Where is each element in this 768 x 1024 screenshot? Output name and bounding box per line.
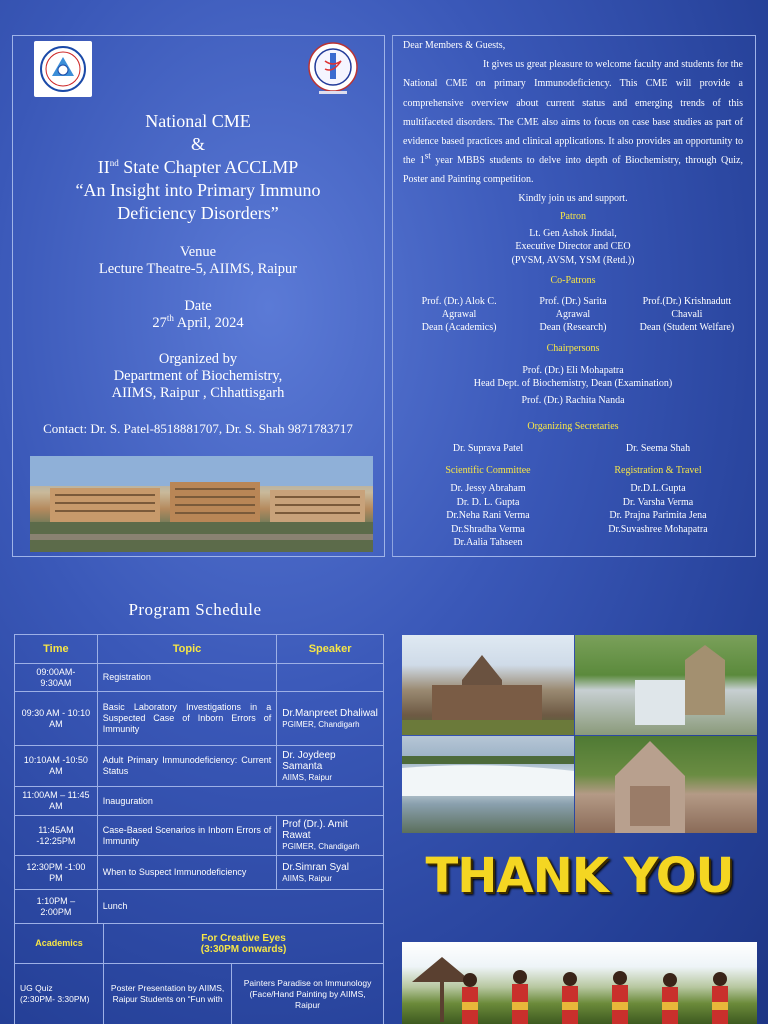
copatron-2: Prof. (Dr.) Sarita Agrawal Dean (Research) bbox=[539, 296, 607, 334]
venue-text: Lecture Theatre-5, AIIMS, Raipur bbox=[98, 261, 298, 277]
organized-label: Organized by bbox=[158, 351, 238, 367]
acclmp-logo bbox=[34, 41, 92, 97]
copatrons-list bbox=[403, 295, 743, 334]
ug-quiz-cell: UG Quiz (2:30PM- 3:30PM) bbox=[15, 964, 104, 1024]
date-label: Date bbox=[184, 298, 212, 314]
scientific-committee-label: Scientific Committee bbox=[445, 465, 531, 477]
copatrons-label: Co-Patrons bbox=[550, 275, 596, 287]
title-line-4: “An Insight into Primary Immuno bbox=[75, 180, 321, 200]
sci-member: Dr. D. L. Gupta bbox=[456, 496, 520, 508]
cme-title bbox=[20, 110, 376, 225]
title-line-3: IInd State Chapter ACCLMP bbox=[97, 157, 299, 177]
patron-label: Patron bbox=[559, 210, 587, 222]
org-secretaries-label: Organizing Secretaries bbox=[527, 421, 619, 433]
chairpersons-label: Chairpersons bbox=[546, 343, 600, 355]
table-row: 09:30 AM - 10:10 AM Basic Laboratory Investigations in a Suspected Case of Inborn Errors of Immunity Dr.Manpreet Dhaliwal PGIMER, Chandigarh bbox=[15, 692, 384, 746]
chairperson-1: Prof. (Dr.) Eli Mohapatra bbox=[522, 365, 624, 377]
table-row: 09:00AM- 9:30AM Registration bbox=[15, 664, 384, 692]
title-line-2: & bbox=[190, 134, 205, 154]
table-row: 11:45AM -12:25PM Case-Based Scenarios in Inborn Errors of Immunity Prof (Dr.). Amit Rawat PGIMER, Chandigarh bbox=[15, 816, 384, 856]
campus-photo bbox=[30, 456, 373, 552]
title-line-1: National CME bbox=[145, 111, 251, 131]
schedule-table bbox=[14, 634, 384, 924]
table-row: 10:10AM -10:50 AM Adult Primary Immunodeficiency: Current Status Dr. Joydeep Samanta AIIMS, Raipur bbox=[15, 746, 384, 787]
patron-honors: (PVSM, AVSM, YSM (Retd.)) bbox=[511, 254, 635, 266]
organizer-line-2: AIIMS, Raipur , Chhattisgarh bbox=[111, 385, 285, 401]
venue-block bbox=[20, 244, 376, 278]
patron-name: Lt. Gen Ashok Jindal, bbox=[529, 227, 617, 239]
copatron-3: Prof.(Dr.) Krishnadutt Chavali Dean (Student Welfare) bbox=[639, 296, 735, 334]
table-row bbox=[15, 964, 384, 1024]
welcome-letter bbox=[403, 36, 743, 550]
header-topic: Topic bbox=[97, 635, 276, 664]
date-text: 27th April, 2024 bbox=[152, 313, 244, 331]
poster-cell: Poster Presentation by AIIMS, Raipur Students on “Fun with bbox=[104, 964, 232, 1024]
activities-table bbox=[14, 923, 384, 1024]
sci-member: Dr.Aalia Tahseen bbox=[453, 537, 523, 549]
aiims-logo bbox=[305, 41, 361, 97]
table-row: 1:10PM – 2:00PM Lunch bbox=[15, 890, 384, 924]
waterfall-temple-photo bbox=[575, 635, 757, 735]
org-secretary-1: Dr. Suprava Patel bbox=[452, 443, 524, 455]
table-row: 11:00AM – 11:45 AM Inauguration bbox=[15, 787, 384, 816]
org-secretaries-list bbox=[403, 442, 743, 456]
organizer-line-1: Department of Biochemistry, bbox=[113, 368, 283, 384]
organizer-block bbox=[20, 351, 376, 402]
reg-member: Dr. Prajna Parimita Jena bbox=[609, 510, 707, 522]
sci-member: Dr. Jessy Abraham bbox=[450, 483, 526, 495]
folk-dancers-photo bbox=[402, 942, 757, 1024]
academics-label: Academics bbox=[15, 924, 104, 964]
header-time: Time bbox=[15, 635, 98, 664]
heritage-photo-collage bbox=[402, 635, 757, 833]
reg-member: Dr.D.L.Gupta bbox=[630, 483, 686, 495]
scientific-committee bbox=[403, 460, 573, 550]
kindly-text: Kindly join us and support. bbox=[518, 192, 628, 204]
patron-role: Executive Director and CEO bbox=[515, 241, 631, 253]
temple-photo-1 bbox=[402, 635, 574, 735]
registration-committee bbox=[573, 460, 743, 550]
table-row: 12:30PM -1:00 PM When to Suspect Immunodeficiency Dr.Simran Syal AIIMS, Raipur bbox=[15, 856, 384, 890]
welcome-paragraph: It gives us great pleasure to welcome faculty and students for the National CME on primary Immunodeficiency. This CME will provide a comprehensive overview about current status and emerging trends of this multifaceted disorders. The CME also aims to focus on case base studies as part of evidence based practices and clinical applications. It also provides an opportunity to the 1st year MBBS students to delve into depth of Biochemistry, through Quiz, Poster and Painting competition. bbox=[403, 59, 743, 186]
registration-label: Registration & Travel bbox=[614, 465, 702, 477]
date-block bbox=[20, 298, 376, 332]
reg-member: Dr.Suvashree Mohapatra bbox=[608, 523, 708, 535]
waterfall-photo bbox=[402, 736, 574, 833]
sci-member: Dr.Neha Rani Verma bbox=[446, 510, 530, 522]
venue-label: Venue bbox=[179, 244, 217, 260]
greeting: Dear Members & Guests, bbox=[403, 40, 506, 51]
thank-you-banner: THANK YOU bbox=[425, 848, 734, 904]
copatron-1: Prof. (Dr.) Alok C. Agrawal Dean (Academics) bbox=[421, 296, 497, 334]
title-line-5: Deficiency Disorders” bbox=[117, 203, 279, 223]
schedule-header-row bbox=[15, 635, 384, 664]
contact-text: Contact: Dr. S. Patel-8518881707, Dr. S. Shah 9871783717 bbox=[43, 421, 353, 436]
activities-header-row bbox=[15, 924, 384, 964]
chairperson-1-role: Head Dept. of Biochemistry, Dean (Examination) bbox=[473, 378, 673, 390]
header-speaker: Speaker bbox=[277, 635, 384, 664]
reg-member: Dr. Varsha Verma bbox=[622, 496, 694, 508]
temple-photo-2 bbox=[575, 736, 757, 833]
schedule-title: Program Schedule bbox=[128, 600, 262, 619]
chairperson-2: Prof. (Dr.) Rachita Nanda bbox=[521, 395, 625, 407]
painters-cell: Painters Paradise on Immunology (Face/Hand Painting by AIIMS, Raipur bbox=[232, 964, 384, 1024]
sci-member: Dr.Shradha Verma bbox=[451, 523, 525, 535]
org-secretary-2: Dr. Seema Shah bbox=[625, 443, 691, 455]
committees bbox=[403, 460, 743, 550]
creative-label: For Creative Eyes (3:30PM onwards) bbox=[104, 924, 384, 964]
